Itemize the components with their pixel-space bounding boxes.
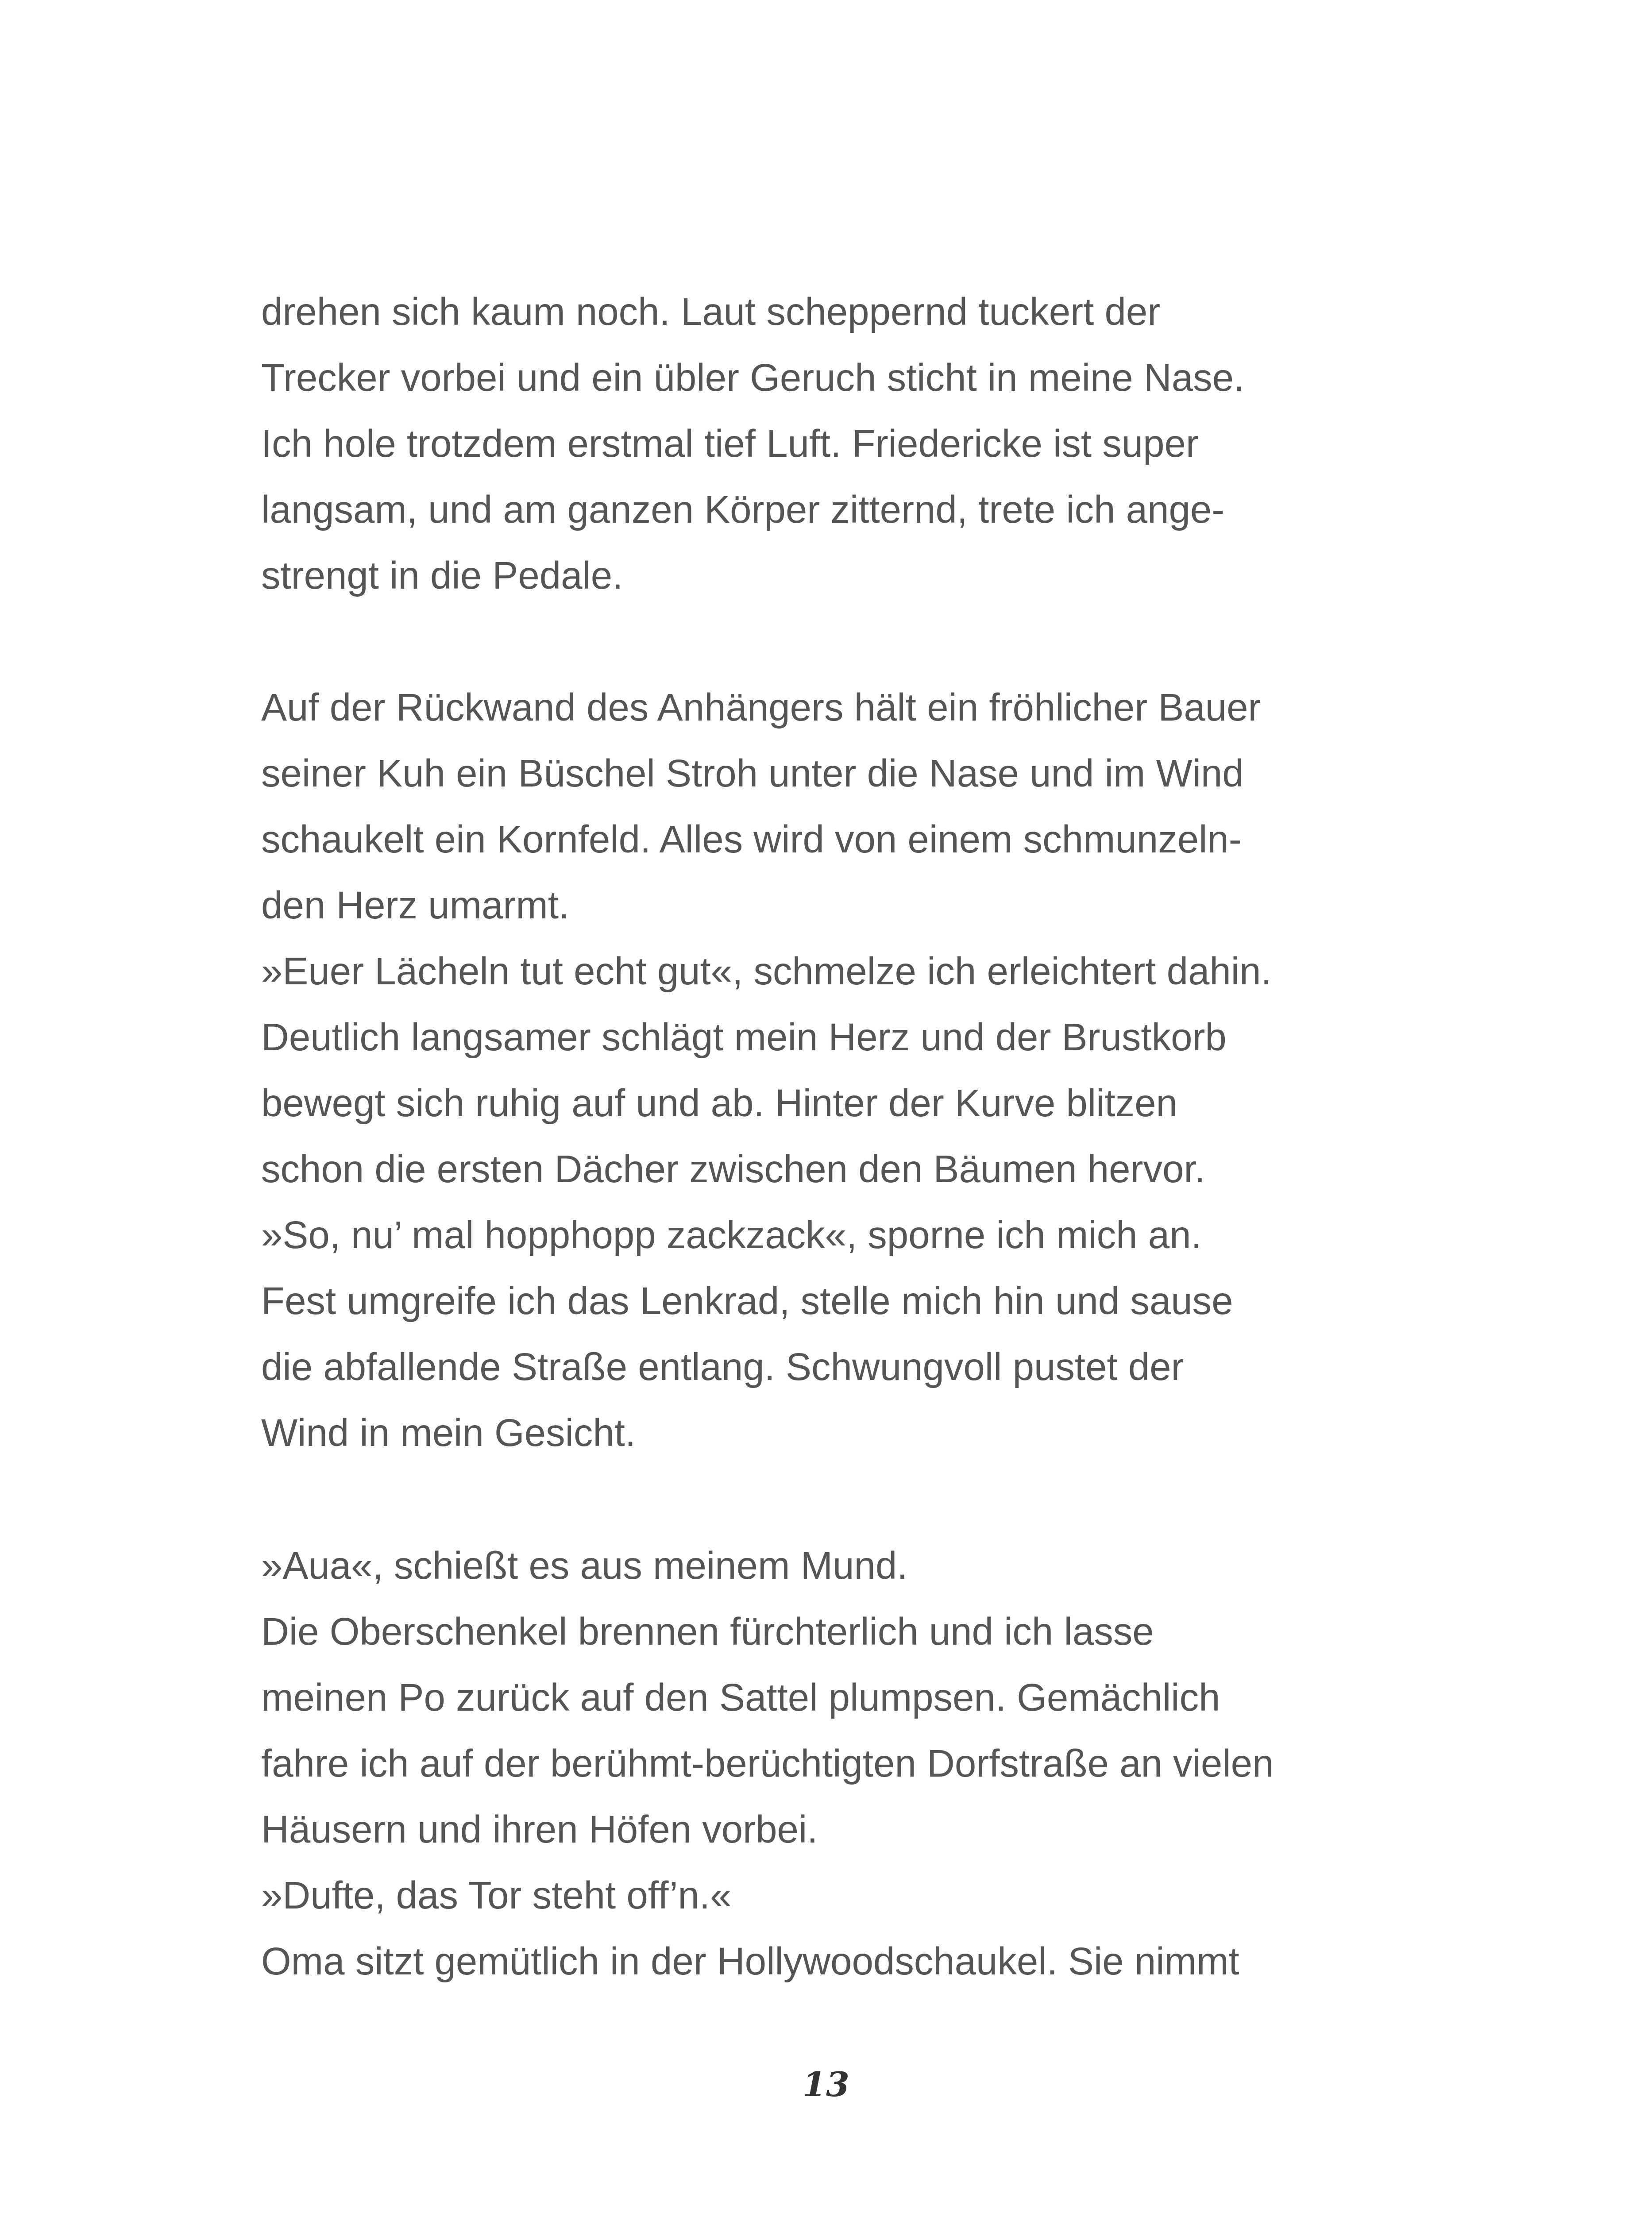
text-line: Oma sitzt gemütlich in der Hollywoodschaukel. Sie nimmt — [261, 1940, 1239, 1983]
text-line: bewegt sich ruhig auf und ab. Hinter der Kurve blitzen — [261, 1082, 1177, 1125]
paragraph-1 — [261, 279, 1412, 609]
text-line: »So, nu’ mal hopphopp zackzack«, sporne ich mich an. — [261, 1214, 1202, 1257]
text-line: »Euer Lächeln tut echt gut«, schmelze ich erleichtert dahin. — [261, 950, 1272, 993]
text-line: den Herz umarmt. — [261, 884, 570, 927]
text-line: seiner Kuh ein Büschel Stroh unter die Nase und im Wind — [261, 752, 1244, 795]
text-line: strengt in die Pedale. — [261, 554, 623, 597]
text-line: die abfallende Straße entlang. Schwungvoll pustet der — [261, 1346, 1184, 1388]
text-line: »Aua«, schießt es aus meinem Mund. — [261, 1544, 908, 1587]
text-line: Trecker vorbei und ein übler Geruch sticht in meine Nase. — [261, 356, 1245, 399]
text-line: schon die ersten Dächer zwischen den Bäumen hervor. — [261, 1148, 1205, 1191]
text-line: Deutlich langsamer schlägt mein Herz und der Brustkorb — [261, 1016, 1227, 1059]
text-line: fahre ich auf der berühmt-berüchtigten Dorfstraße an vielen — [261, 1742, 1274, 1785]
text-line: »Dufte, das Tor steht off’n.« — [261, 1874, 732, 1917]
page-number: 13 — [803, 2065, 849, 2104]
text-line: Fest umgreife ich das Lenkrad, stelle mich hin und sause — [261, 1280, 1233, 1322]
text-line: meinen Po zurück auf den Sattel plumpsen. Gemächlich — [261, 1676, 1220, 1719]
text-line: Ich hole trotzdem erstmal tief Luft. Friedericke ist super — [261, 422, 1199, 465]
paragraph-3 — [261, 1533, 1412, 1994]
text-line: Wind in mein Gesicht. — [261, 1411, 636, 1454]
text-line: drehen sich kaum noch. Laut scheppernd tuckert der — [261, 290, 1161, 333]
text-line: Häusern und ihren Höfen vorbei. — [261, 1808, 818, 1851]
text-line: langsam, und am ganzen Körper zitternd, trete ich ange- — [261, 488, 1225, 531]
paragraph-2 — [261, 675, 1412, 1466]
text-line: Die Oberschenkel brennen fürchterlich und ich lasse — [261, 1610, 1154, 1653]
text-line: schaukelt ein Kornfeld. Alles wird von einem schmunzeln- — [261, 818, 1242, 861]
text-line: Auf der Rückwand des Anhängers hält ein fröhlicher Bauer — [261, 686, 1261, 729]
